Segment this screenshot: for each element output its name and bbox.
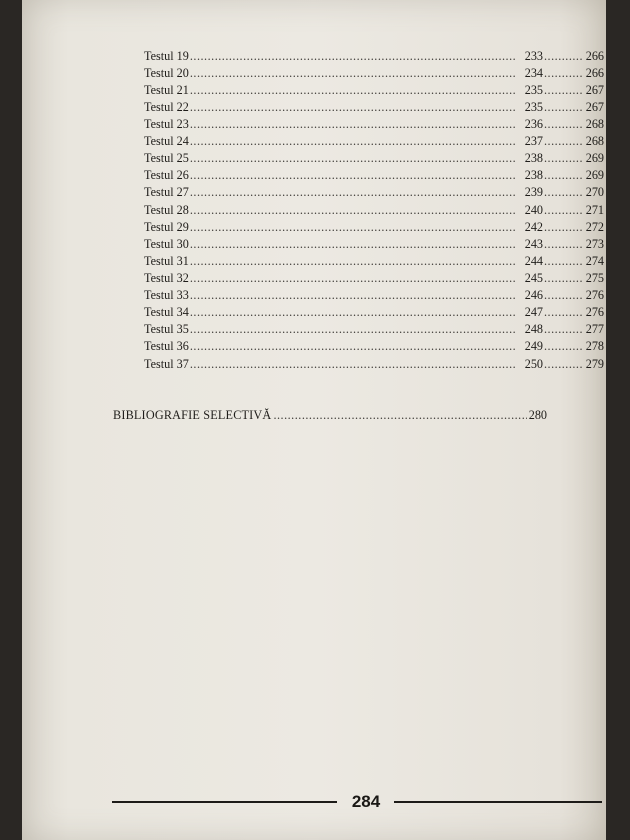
toc-entry-answer-page: 269 [585, 168, 604, 182]
toc-entry-label: Testul 37 [144, 357, 189, 371]
toc-entry-label: Testul 33 [144, 288, 189, 302]
toc-entry-answer-page: 266 [585, 66, 604, 80]
toc-entry-page: 244 [524, 254, 543, 268]
toc-entry-answer-page: 277 [585, 322, 604, 336]
toc-entry-page: 236 [524, 117, 543, 131]
toc-entry-label: Testul 34 [144, 305, 189, 319]
page-number: 284 [351, 792, 381, 811]
book-page [22, 0, 606, 840]
toc-entry [144, 151, 604, 167]
toc-entry-page: 239 [524, 185, 543, 199]
dot-leader [190, 322, 516, 337]
toc-entry-page: 248 [524, 322, 543, 336]
footer-rule-left [112, 801, 337, 803]
toc-entry-page: 234 [524, 66, 543, 80]
toc-entry-label: Testul 22 [144, 100, 189, 114]
toc-entry-page: 237 [524, 134, 543, 148]
toc-entry-answer-page: 271 [585, 203, 604, 217]
toc-entry-label: Testul 35 [144, 322, 189, 336]
toc-entry [144, 49, 604, 65]
dot-leader [544, 66, 582, 81]
toc-entry [144, 83, 604, 99]
toc-entry-answer-page: 273 [585, 237, 604, 251]
dot-leader [190, 357, 516, 372]
toc-entry-label: Testul 36 [144, 339, 189, 353]
toc-entry [144, 117, 604, 133]
toc-entry-label: Testul 19 [144, 49, 189, 63]
toc-entry-answer-page: 268 [585, 134, 604, 148]
toc-entry [144, 237, 604, 253]
toc-entry-page: 233 [524, 49, 543, 63]
dot-leader [190, 288, 516, 303]
dot-leader [190, 305, 516, 320]
toc-entry-page: 246 [524, 288, 543, 302]
dot-leader [190, 237, 516, 252]
toc-entry [144, 185, 604, 201]
dot-leader [544, 322, 582, 337]
dot-leader [190, 134, 516, 149]
footer-rule-right [394, 801, 602, 803]
toc-entry-page: 245 [524, 271, 543, 285]
toc-entry-answer-page: 267 [585, 83, 604, 97]
toc-entry-page: 249 [524, 339, 543, 353]
toc-entry-label: Testul 32 [144, 271, 189, 285]
dot-leader [190, 185, 516, 200]
dot-leader [190, 100, 516, 115]
toc-entry-label: Testul 28 [144, 203, 189, 217]
toc-entry-page: 238 [524, 151, 543, 165]
toc-entry [144, 66, 604, 82]
dot-leader [544, 49, 582, 64]
dot-leader [544, 254, 582, 269]
toc-entry-label: Testul 27 [144, 185, 189, 199]
toc-entry-page: 235 [524, 83, 543, 97]
dot-leader [544, 203, 582, 218]
toc-entry [144, 220, 604, 236]
toc-entry-answer-page: 276 [585, 288, 604, 302]
toc-entry-answer-page: 278 [585, 339, 604, 353]
toc-entry [144, 100, 604, 116]
dot-leader [190, 254, 516, 269]
toc-entry-answer-page: 276 [585, 305, 604, 319]
bibliography-page: 280 [528, 408, 547, 422]
toc-entry [144, 271, 604, 287]
toc-entry-answer-page: 279 [585, 357, 604, 371]
dot-leader [544, 100, 582, 115]
dot-leader [544, 339, 582, 354]
toc-entry-answer-page: 266 [585, 49, 604, 63]
toc-entry-label: Testul 21 [144, 83, 189, 97]
dot-leader [190, 66, 516, 81]
dot-leader [190, 339, 516, 354]
toc-entry [144, 357, 604, 373]
dot-leader [190, 117, 516, 132]
toc-entry-page: 240 [524, 203, 543, 217]
toc-entry-label: Testul 30 [144, 237, 189, 251]
dot-leader [544, 305, 582, 320]
dot-leader [190, 83, 516, 98]
toc-entry-answer-page: 269 [585, 151, 604, 165]
bibliography-entry [113, 408, 547, 424]
dot-leader [190, 203, 516, 218]
dot-leader [190, 220, 516, 235]
dot-leader [544, 83, 582, 98]
dot-leader [190, 168, 516, 183]
dot-leader [544, 288, 582, 303]
toc-entry-page: 243 [524, 237, 543, 251]
toc-entry-answer-page: 268 [585, 117, 604, 131]
toc-entry [144, 134, 604, 150]
toc-entry-answer-page: 274 [585, 254, 604, 268]
toc-entry-label: Testul 24 [144, 134, 189, 148]
toc-entry [144, 168, 604, 184]
toc-entry-label: Testul 29 [144, 220, 189, 234]
bibliography-label: BIBLIOGRAFIE SELECTIVĂ [113, 408, 272, 422]
toc-entry-page: 250 [524, 357, 543, 371]
dot-leader [544, 117, 582, 132]
dot-leader [544, 357, 582, 372]
toc-entry-label: Testul 25 [144, 151, 189, 165]
toc-entry-label: Testul 31 [144, 254, 189, 268]
dot-leader [190, 271, 516, 286]
toc-entry-page: 238 [524, 168, 543, 182]
dot-leader [544, 151, 582, 166]
dot-leader [544, 237, 582, 252]
toc-entry [144, 339, 604, 355]
dot-leader [544, 134, 582, 149]
toc-entry-label: Testul 20 [144, 66, 189, 80]
toc-entry [144, 254, 604, 270]
toc-entry [144, 322, 604, 338]
toc-entry-answer-page: 267 [585, 100, 604, 114]
toc-entry-answer-page: 275 [585, 271, 604, 285]
dot-leader [544, 271, 582, 286]
toc-entry-answer-page: 272 [585, 220, 604, 234]
toc-entry [144, 288, 604, 304]
dot-leader [273, 408, 526, 423]
dot-leader [544, 220, 582, 235]
toc-entry-label: Testul 26 [144, 168, 189, 182]
toc-entry-page: 235 [524, 100, 543, 114]
dot-leader [544, 168, 582, 183]
toc-entry-label: Testul 23 [144, 117, 189, 131]
dot-leader [544, 185, 582, 200]
toc-entry [144, 305, 604, 321]
dot-leader [190, 49, 516, 64]
toc-entry [144, 203, 604, 219]
toc-entry-page: 247 [524, 305, 543, 319]
dot-leader [190, 151, 516, 166]
toc-entry-page: 242 [524, 220, 543, 234]
toc-entry-answer-page: 270 [585, 185, 604, 199]
